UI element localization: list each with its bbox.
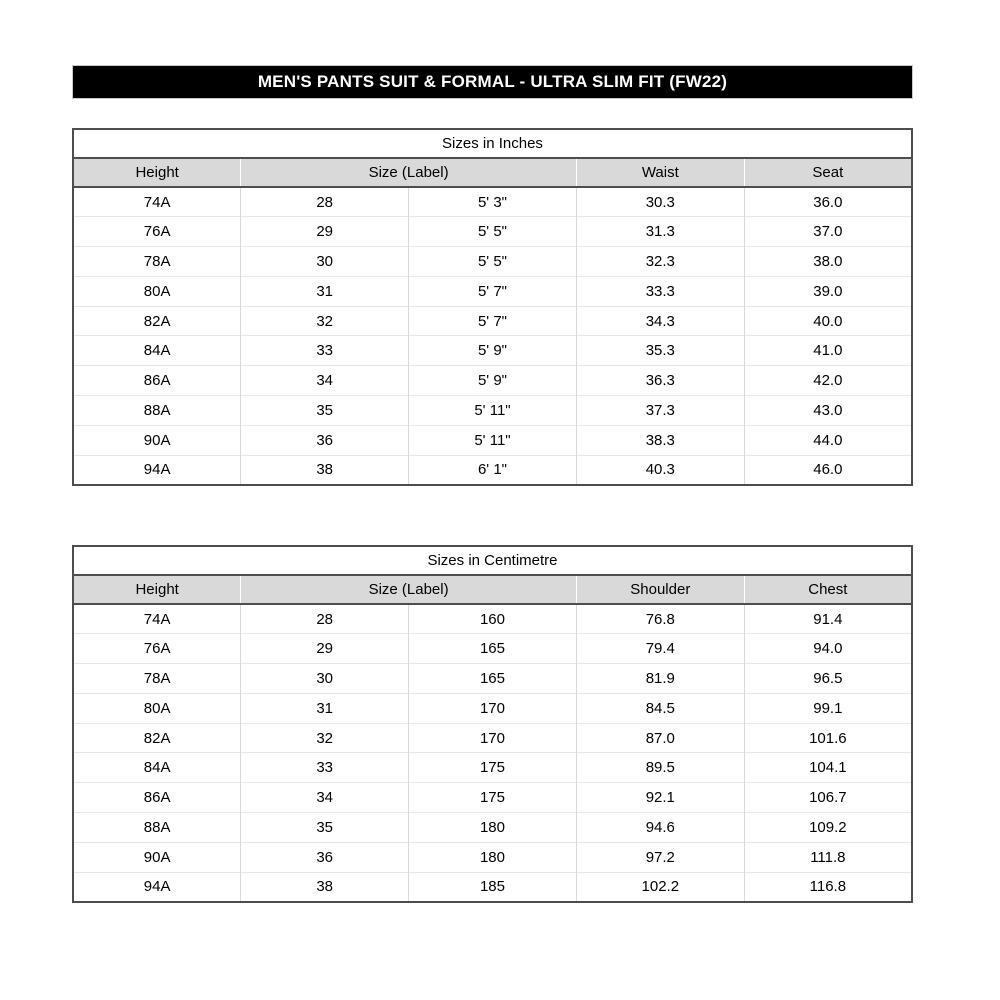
table-cell: 40.0 [744,306,912,336]
table-cell: 80A [73,276,241,306]
table-cell: 42.0 [744,366,912,396]
table-cell: 88A [73,813,241,843]
table-cell: 33 [241,753,409,783]
table-cell: 84A [73,753,241,783]
table-cell: 165 [409,664,577,694]
table-cell: 36 [241,842,409,872]
table-cell: 111.8 [744,842,912,872]
table-row [73,455,912,485]
column-header: Shoulder [576,575,744,604]
table-cell: 31 [241,693,409,723]
table-cell: 5' 11" [409,425,577,455]
table-header-row [73,575,912,604]
table-cell: 37.3 [576,396,744,426]
table-cell: 185 [409,872,577,902]
table-cell: 94.6 [576,813,744,843]
column-header: Chest [744,575,912,604]
table-cell: 101.6 [744,723,912,753]
table-header-row [73,158,912,187]
table-cell: 32.3 [576,247,744,277]
table-cell: 6' 1" [409,455,577,485]
table-cell: 86A [73,783,241,813]
table-cell: 78A [73,247,241,277]
table-row [73,783,912,813]
table-cell: 38.3 [576,425,744,455]
table-cell: 175 [409,783,577,813]
table-cell: 74A [73,604,241,634]
table-cell: 30.3 [576,187,744,217]
table-cell: 41.0 [744,336,912,366]
table-cell: 5' 9" [409,366,577,396]
table-caption-row [73,546,912,575]
table-cell: 38 [241,455,409,485]
table-cell: 86A [73,366,241,396]
table-cell: 30 [241,664,409,694]
column-header: Height [73,575,241,604]
table-cell: 32 [241,306,409,336]
table-cell: 34 [241,783,409,813]
table-cell: 34 [241,366,409,396]
table-row [73,425,912,455]
table-cell: 160 [409,604,577,634]
table-cell: 5' 7" [409,306,577,336]
table-cell: 97.2 [576,842,744,872]
table-cell: 33.3 [576,276,744,306]
table-cell: 99.1 [744,693,912,723]
table-cell: 79.4 [576,634,744,664]
column-header: Waist [576,158,744,187]
column-header: Size (Label) [241,575,577,604]
table-cell: 170 [409,723,577,753]
table-cell: 87.0 [576,723,744,753]
table-cell: 94A [73,872,241,902]
table-caption-row [73,129,912,158]
table-cell: 94A [73,455,241,485]
table-cell: 30 [241,247,409,277]
table-cell: 76.8 [576,604,744,634]
table-cell: 94.0 [744,634,912,664]
table-cell: 180 [409,813,577,843]
table-cell: 31 [241,276,409,306]
table-cell: 84.5 [576,693,744,723]
table-cell: 5' 11" [409,396,577,426]
table-cell: 5' 3" [409,187,577,217]
table-cell: 5' 5" [409,247,577,277]
table-cell: 89.5 [576,753,744,783]
table-cell: 35.3 [576,336,744,366]
table-cell: 40.3 [576,455,744,485]
table-row [73,276,912,306]
table-cell: 35 [241,396,409,426]
table-cell: 78A [73,664,241,694]
table-row [73,723,912,753]
table-cell: 90A [73,425,241,455]
table-cell: 175 [409,753,577,783]
table-cell: 180 [409,842,577,872]
table-row [73,753,912,783]
table-cell: 76A [73,634,241,664]
table-cell: 43.0 [744,396,912,426]
table-cell: 35 [241,813,409,843]
table-row [73,336,912,366]
table-cell: 29 [241,634,409,664]
table-cell: 31.3 [576,217,744,247]
table-cell: 36 [241,425,409,455]
table-cell: 34.3 [576,306,744,336]
table-cell: 5' 9" [409,336,577,366]
table-row [73,366,912,396]
table-row [73,396,912,426]
table-cell: 104.1 [744,753,912,783]
column-header: Seat [744,158,912,187]
table-cell: 109.2 [744,813,912,843]
table-cell: 106.7 [744,783,912,813]
table-cell: 38.0 [744,247,912,277]
table-cell: 33 [241,336,409,366]
table-cell: 170 [409,693,577,723]
column-header: Size (Label) [241,158,577,187]
table-cell: 38 [241,872,409,902]
page-title: MEN'S PANTS SUIT & FORMAL - ULTRA SLIM FIT (FW22) [72,65,913,99]
table-cell: 81.9 [576,664,744,694]
table-cell: 82A [73,723,241,753]
table-row [73,664,912,694]
table-row [73,813,912,843]
table-row [73,217,912,247]
table-cell: 116.8 [744,872,912,902]
table-cell: 96.5 [744,664,912,694]
table-cell: 92.1 [576,783,744,813]
table-cell: 32 [241,723,409,753]
table-cell: 90A [73,842,241,872]
table-row [73,187,912,217]
table-cell: 44.0 [744,425,912,455]
table-row [73,842,912,872]
table-row [73,247,912,277]
table-cell: 91.4 [744,604,912,634]
table-cell: 28 [241,604,409,634]
table-cell: 37.0 [744,217,912,247]
table-cell: 36.0 [744,187,912,217]
table-cell: 76A [73,217,241,247]
table-cell: 165 [409,634,577,664]
sizes-in-centimetre-table [72,545,913,903]
table-cell: 82A [73,306,241,336]
table-cell: 46.0 [744,455,912,485]
table-cell: 5' 5" [409,217,577,247]
table-row [73,634,912,664]
table-row [73,604,912,634]
table-cell: 39.0 [744,276,912,306]
sizes-in-inches-table [72,128,913,486]
table-cell: 5' 7" [409,276,577,306]
table-row [73,872,912,902]
table-row [73,693,912,723]
table-cell: 84A [73,336,241,366]
table-caption: Sizes in Centimetre [73,546,912,575]
table-caption: Sizes in Inches [73,129,912,158]
table-cell: 28 [241,187,409,217]
column-header: Height [73,158,241,187]
table-cell: 29 [241,217,409,247]
table-row [73,306,912,336]
table-cell: 80A [73,693,241,723]
table-cell: 88A [73,396,241,426]
table-cell: 36.3 [576,366,744,396]
table-cell: 102.2 [576,872,744,902]
table-cell: 74A [73,187,241,217]
